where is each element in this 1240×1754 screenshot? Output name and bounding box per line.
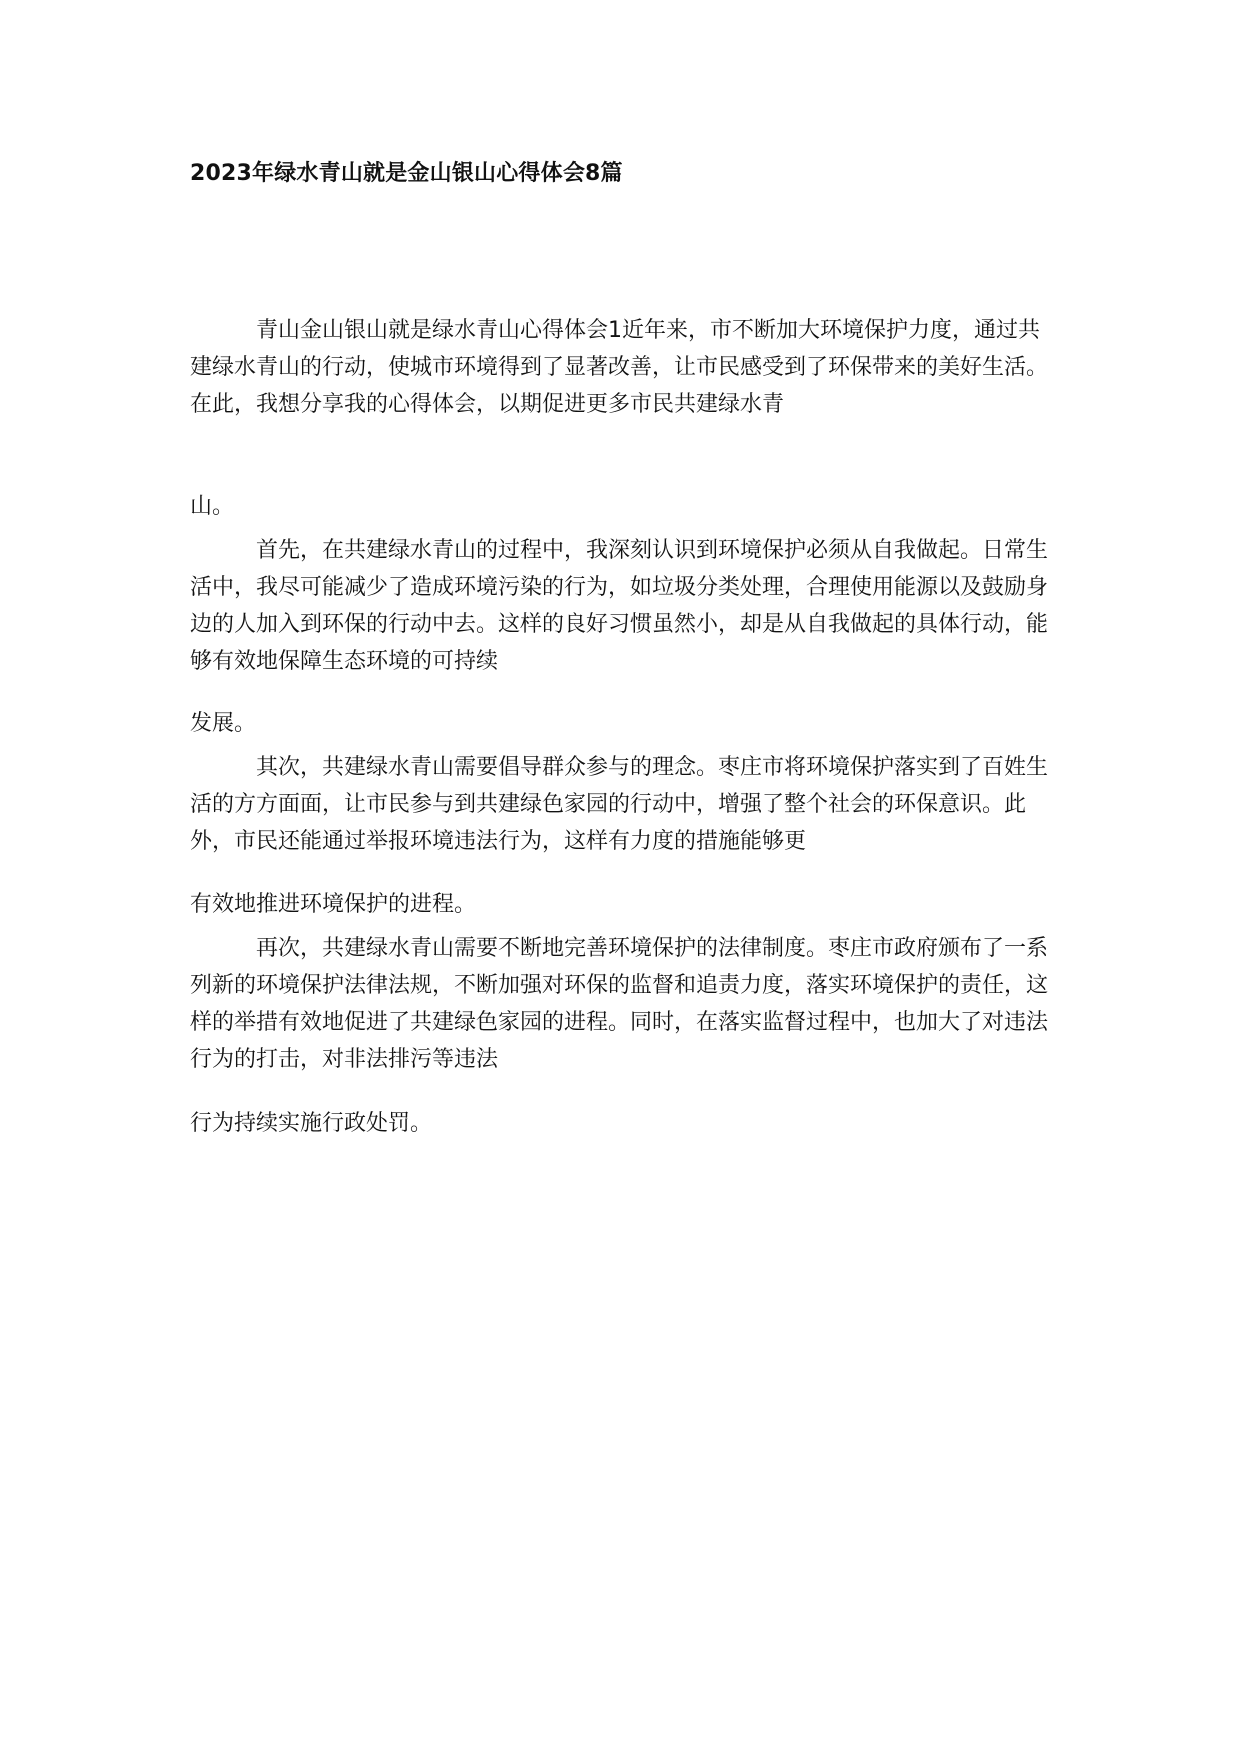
document-title: 2023年绿水青山就是金山银山心得体会8篇 (190, 161, 623, 186)
paragraph-1-body: 青山金山银山就是绿水青山心得体会1近年来，市不断加大环境保护力度，通过共建绿水青山的行动，使城市环境得到了显著改善，让市民感受到了环保带来的美好生活。在此，我想分享我的心得体会，以期促进更多市民共建绿水青 (190, 318, 1049, 417)
paragraph-2-body: 首先，在共建绿水青山的过程中，我深刻认识到环境保护必须从自我做起。日常生活中，我尽可能减少了造成环境污染的行为，如垃圾分类处理，合理使用能源以及鼓励身边的人加入到环保的行动中去。这样的良好习惯虽然小，却是从自我做起的具体行动，能够有效地保障生态环境的可持续 (190, 538, 1049, 674)
paragraph-4-body: 再次，共建绿水青山需要不断地完善环境保护的法律制度。枣庄市政府颁布了一系列新的环境保护法律法规，不断加强对环保的监督和追责力度，落实环境保护的责任，这样的举措有效地促进了共建绿色家园的进程。同时，在落实监督过程中，也加大了对违法行为的打击，对非法排污等违法 (190, 936, 1049, 1072)
paragraph-3-body: 其次，共建绿水青山需要倡导群众参与的理念。枣庄市将环境保护落实到了百姓生活的方方面面，让市民参与到共建绿色家园的行动中，增强了整个社会的环保意识。此外，市民还能通过举报环境违法行为，这样有力度的措施能够更 (190, 755, 1049, 854)
paragraph-3-tail: 有效地推进环境保护的进程。 (190, 892, 477, 917)
paragraph-1-tail: 山。 (190, 494, 235, 519)
paragraph-4-tail: 行为持续实施行政处罚。 (190, 1111, 433, 1136)
paragraph-2-tail: 发展。 (190, 711, 257, 736)
